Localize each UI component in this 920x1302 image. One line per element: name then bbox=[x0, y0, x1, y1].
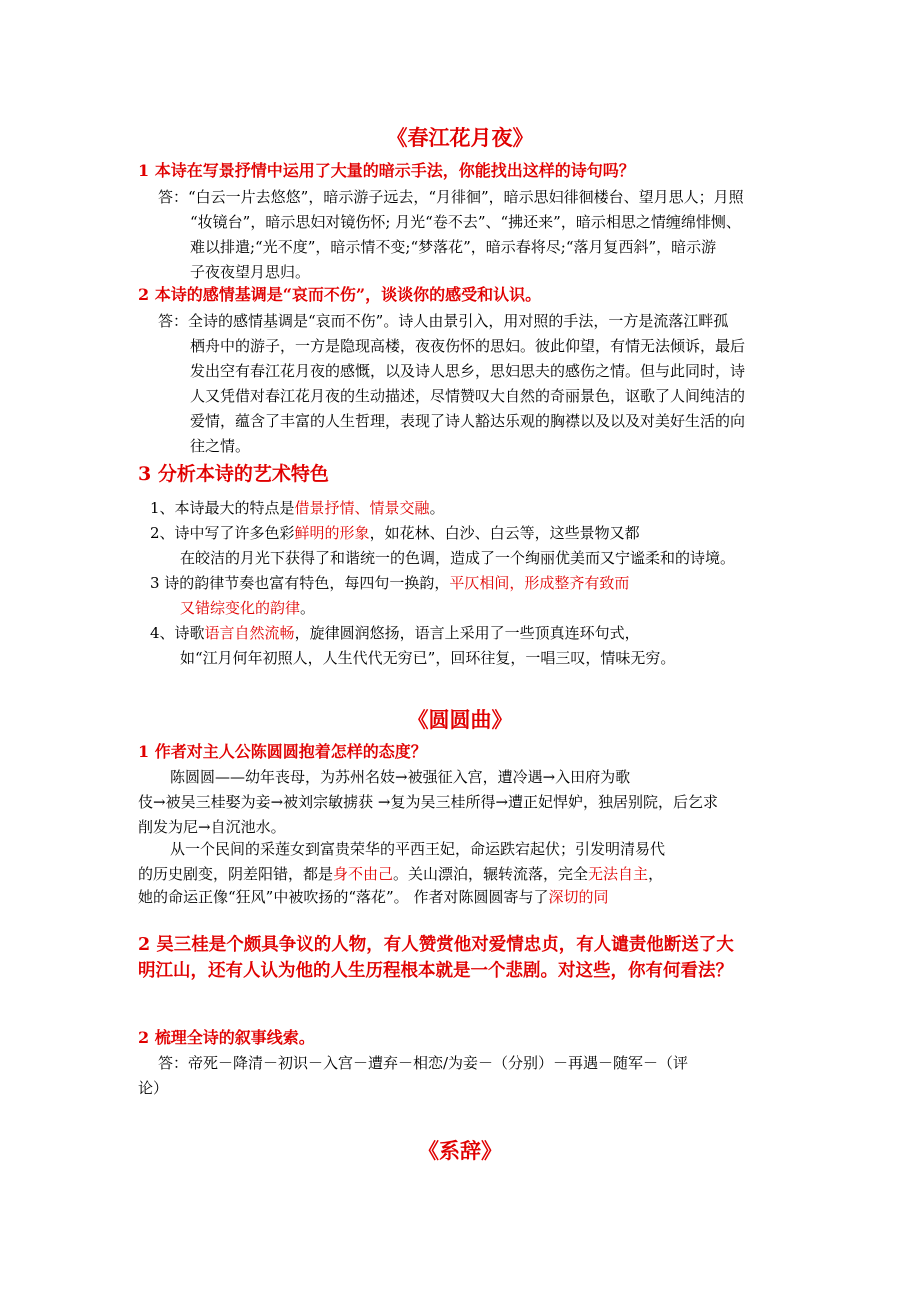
answer-line: 爱情，蕴含了丰富的人生哲理，表现了诗人豁达乐观的胸襟以及以及对美好生活的向 bbox=[190, 412, 746, 430]
feature-2: 2、诗中写了许多色彩鲜明的形象，如花林、白沙、白云等，这些景物又都 bbox=[150, 524, 640, 542]
feature-4-line2: 如“江月何年初照人，人生代代无穷已”，回环往复，一唱三叹，情味无穷。 bbox=[180, 649, 676, 667]
body-line: 从一个民间的采莲女到富贵荣华的平西王妃，命运跌宕起伏；引发明清易代 bbox=[170, 840, 666, 858]
answer-line: 往之情。 bbox=[190, 437, 251, 455]
answer-line: 答：全诗的感情基调是“哀而不伤”。诗人由景引入，用对照的手法，一方是流落江畔孤 bbox=[158, 312, 729, 330]
answer-line: 子夜夜望月思归。 bbox=[190, 263, 311, 281]
answer-line: 答：“白云一片去悠悠”，暗示游子远去，“月徘徊”，暗示思妇徘徊楼台、望月思人；月照 bbox=[158, 188, 744, 206]
question-2-line: 2 吴三桂是个颇具争议的人物，有人赞赏他对爱情忠贞，有人谴责他断送了大 bbox=[138, 935, 734, 955]
answer-line: 论） bbox=[138, 1079, 169, 1097]
feature-2-line2: 在皎洁的月光下获得了和谐统一的色调，造成了一个绚丽优美而又宁谧柔和的诗境。 bbox=[180, 549, 736, 567]
question-1: 1 作者对主人公陈圆圆抱着怎样的态度？ bbox=[138, 742, 427, 761]
question-3: 2 梳理全诗的叙事线索。 bbox=[138, 1028, 315, 1047]
question-2: 2 本诗的感情基调是“哀而不伤”，谈谈你的感受和认识。 bbox=[138, 285, 542, 304]
question-3-heading: 3 分析本诗的艺术特色 bbox=[138, 463, 329, 485]
body-line: 伎→被吴三桂娶为妾→被刘宗敏掳获 →复为吴三桂所得→遭正妃悍妒，独居别院，后乞求 bbox=[138, 793, 719, 811]
feature-1: 1、本诗最大的特点是借景抒情、情景交融。 bbox=[150, 499, 445, 517]
answer-line: 答：帝死－降清－初识－入宫－遭弃－相恋/为妾－（分别）－再遇－随军－（评 bbox=[158, 1054, 689, 1072]
answer-line: “妆镜台”，暗示思妇对镜伤怀; 月光“卷不去”、“拂还来”，暗示相思之情缠绵悱恻、 bbox=[190, 213, 741, 231]
feature-3-line2: 又错综变化的韵律。 bbox=[180, 599, 316, 617]
question-2-line: 明江山，还有人认为他的人生历程根本就是一个悲剧。对这些，你有何看法？ bbox=[138, 961, 733, 981]
answer-line: 人又凭借对春江花月夜的生动描述，尽情赞叹大自然的奇丽景色，讴歌了人间纯洁的 bbox=[190, 387, 746, 405]
question-1: 1 本诗在写景抒情中运用了大量的暗示手法，你能找出这样的诗句吗？ bbox=[138, 161, 635, 180]
body-line: 削发为尼→自沉池水。 bbox=[138, 818, 286, 836]
answer-line: 栖舟中的游子，一方是隐现高楼，夜夜伤怀的思妇。彼此仰望，有情无法倾诉，最后 bbox=[190, 337, 746, 355]
body-line: 她的命运正像“狂风”中被吹扬的“落花”。 作者对陈圆圆寄与了深切的同 bbox=[138, 888, 609, 906]
body-line: 的历史剧变，阴差阳错，都是身不由己。关山漂泊，辗转流落，完全无法自主， bbox=[138, 865, 664, 883]
section-title-yuanyuanqu: 《圆圆曲》 bbox=[407, 707, 513, 732]
feature-4: 4、诗歌语言自然流畅，旋律圆润悠扬，语言上采用了一些顶真连环句式， bbox=[150, 624, 640, 642]
section-title-xici: 《系辞》 bbox=[418, 1138, 502, 1163]
feature-3: 3 诗的韵律节奏也富有特色，每四句一换韵，平仄相间，形成整齐有致而 bbox=[150, 574, 630, 592]
body-line: 陈圆圆——幼年丧母，为苏州名妓→被强征入宫，遭冷遇→入田府为歌 bbox=[170, 768, 631, 786]
answer-line: 发出空有春江花月夜的感慨，以及诗人思乡，思妇思夫的感伤之情。但与此同时，诗 bbox=[190, 362, 746, 380]
section-title-chunjiang: 《春江花月夜》 bbox=[386, 125, 534, 150]
answer-line: 难以排遣;“光不度”，暗示情不变;“梦落花”，暗示春将尽;“落月复西斜”，暗示游 bbox=[190, 238, 717, 256]
